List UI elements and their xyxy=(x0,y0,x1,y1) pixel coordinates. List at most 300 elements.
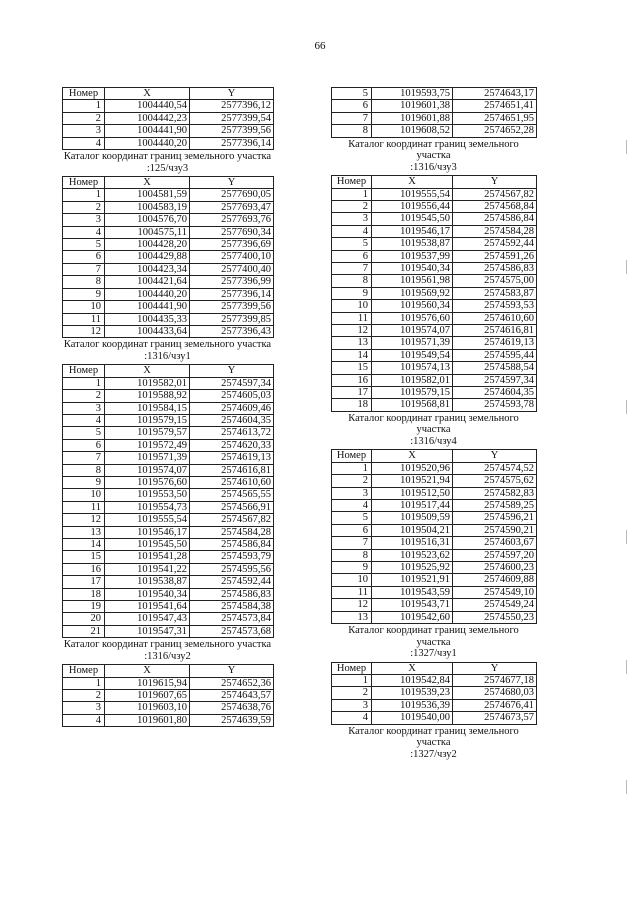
point-number: 18 xyxy=(63,588,105,600)
coord-y: 2577693,47 xyxy=(190,201,274,213)
table-row xyxy=(63,112,274,124)
coord-x: 1019582,01 xyxy=(105,377,190,389)
table-row xyxy=(63,613,274,625)
coordinates-table xyxy=(331,662,537,725)
table-row xyxy=(63,402,274,414)
point-number: 2 xyxy=(63,390,105,402)
table-row xyxy=(332,200,537,212)
header-x: X xyxy=(105,665,190,677)
table-row xyxy=(63,464,274,476)
table-row xyxy=(332,712,537,724)
point-number: 4 xyxy=(63,226,105,238)
table-row xyxy=(63,526,274,538)
point-number: 10 xyxy=(332,300,372,312)
table-row xyxy=(63,313,274,325)
point-number: 9 xyxy=(63,288,105,300)
table-header-row xyxy=(332,450,537,462)
table-header-row xyxy=(332,176,537,188)
coord-x: 1019546,17 xyxy=(105,526,190,538)
table-header-row xyxy=(63,88,274,100)
table-row xyxy=(332,337,537,349)
table-header-row xyxy=(63,177,274,189)
header-y: Y xyxy=(453,176,537,188)
point-number: 8 xyxy=(63,276,105,288)
caption-parcel-id: :1316/чзу3 xyxy=(410,161,457,173)
coord-y: 2574549,10 xyxy=(453,586,537,598)
table-row xyxy=(332,599,537,611)
coord-x: 1019540,34 xyxy=(372,262,453,274)
header-number: Номер xyxy=(63,88,105,100)
coord-x: 1019543,59 xyxy=(372,586,453,598)
coord-x: 1019601,80 xyxy=(105,714,190,726)
coord-y: 2574603,67 xyxy=(453,537,537,549)
point-number: 3 xyxy=(332,699,372,711)
table-row xyxy=(332,399,537,411)
table-row xyxy=(63,702,274,714)
table-row xyxy=(332,112,537,124)
point-number: 17 xyxy=(63,576,105,588)
point-number: 2 xyxy=(63,112,105,124)
coord-x: 1019576,60 xyxy=(105,476,190,488)
table-row xyxy=(332,462,537,474)
point-number: 4 xyxy=(332,499,372,511)
coord-y: 2574573,68 xyxy=(190,625,274,637)
table-row xyxy=(63,201,274,213)
header-x: X xyxy=(105,177,190,189)
coord-y: 2577400,40 xyxy=(190,263,274,275)
point-number: 12 xyxy=(332,599,372,611)
point-number: 3 xyxy=(63,702,105,714)
point-number: 15 xyxy=(332,362,372,374)
coord-y: 2574639,59 xyxy=(190,714,274,726)
coord-x: 1019607,65 xyxy=(105,690,190,702)
coord-y: 2574584,28 xyxy=(190,526,274,538)
point-number: 11 xyxy=(63,313,105,325)
point-number: 1 xyxy=(332,674,372,686)
coord-x: 1019509,59 xyxy=(372,512,453,524)
coord-y: 2577690,34 xyxy=(190,226,274,238)
coord-x: 1019516,31 xyxy=(372,537,453,549)
table-row xyxy=(332,275,537,287)
point-number: 1 xyxy=(332,462,372,474)
catalog-caption xyxy=(62,339,273,362)
point-number: 5 xyxy=(63,427,105,439)
header-number: Номер xyxy=(63,177,105,189)
coord-x: 1004421,64 xyxy=(105,276,190,288)
coord-x: 1019542,60 xyxy=(372,611,453,623)
coord-x: 1004433,64 xyxy=(105,325,190,337)
coord-y: 2574610,60 xyxy=(190,476,274,488)
table-row xyxy=(63,501,274,513)
header-x: X xyxy=(372,450,453,462)
coord-x: 1019571,39 xyxy=(372,337,453,349)
point-number: 1 xyxy=(332,188,372,200)
coord-x: 1019540,00 xyxy=(372,712,453,724)
coord-x: 1019549,54 xyxy=(372,349,453,361)
caption-parcel-id: :1316/чзу1 xyxy=(144,350,191,362)
header-number: Номер xyxy=(63,665,105,677)
caption-parcel-id: :1316/чзу2 xyxy=(144,650,191,662)
coord-y: 2574680,03 xyxy=(453,687,537,699)
header-x: X xyxy=(105,88,190,100)
table-row xyxy=(63,690,274,702)
table-row xyxy=(332,213,537,225)
coord-y: 2574583,87 xyxy=(453,287,537,299)
coord-x: 1019547,31 xyxy=(105,625,190,637)
header-x: X xyxy=(372,662,453,674)
coord-y: 2577396,43 xyxy=(190,325,274,337)
table-row xyxy=(332,250,537,262)
point-number: 2 xyxy=(332,475,372,487)
coord-y: 2574584,28 xyxy=(453,225,537,237)
coordinates-table xyxy=(331,87,537,138)
point-number: 9 xyxy=(332,562,372,574)
coord-x: 1004575,11 xyxy=(105,226,190,238)
coord-y: 2574604,35 xyxy=(190,414,274,426)
coord-x: 1019541,64 xyxy=(105,601,190,613)
coord-x: 1019538,87 xyxy=(372,238,453,250)
point-number: 8 xyxy=(332,549,372,561)
point-number: 17 xyxy=(332,387,372,399)
catalog-caption xyxy=(62,151,273,174)
caption-parcel-id: :1327/чзу2 xyxy=(410,748,457,760)
point-number: 1 xyxy=(63,377,105,389)
coord-x: 1019554,73 xyxy=(105,501,190,513)
coord-y: 2574616,81 xyxy=(453,325,537,337)
coord-x: 1019579,57 xyxy=(105,427,190,439)
table-row xyxy=(63,588,274,600)
coord-x: 1004581,59 xyxy=(105,189,190,201)
table-row xyxy=(332,374,537,386)
coord-y: 2574595,44 xyxy=(453,349,537,361)
point-number: 11 xyxy=(332,586,372,598)
table-row xyxy=(63,226,274,238)
coord-x: 1019579,15 xyxy=(105,414,190,426)
coord-x: 1019521,91 xyxy=(372,574,453,586)
coord-x: 1019537,99 xyxy=(372,250,453,262)
coord-y: 2577396,14 xyxy=(190,288,274,300)
coord-y: 2574652,28 xyxy=(453,125,537,137)
coord-x: 1019572,49 xyxy=(105,439,190,451)
coordinates-table xyxy=(331,175,537,412)
table-row xyxy=(63,514,274,526)
coord-x: 1019571,39 xyxy=(105,452,190,464)
coord-x: 1004441,90 xyxy=(105,125,190,137)
coord-y: 2574610,60 xyxy=(453,312,537,324)
coord-y: 2574619,13 xyxy=(190,452,274,464)
table-row xyxy=(63,390,274,402)
point-number: 15 xyxy=(63,551,105,563)
point-number: 8 xyxy=(332,125,372,137)
table-row xyxy=(332,499,537,511)
coord-y: 2574582,83 xyxy=(453,487,537,499)
table-row xyxy=(332,125,537,137)
coord-x: 1019574,13 xyxy=(372,362,453,374)
coord-y: 2574566,91 xyxy=(190,501,274,513)
point-number: 7 xyxy=(332,112,372,124)
coord-x: 1019539,23 xyxy=(372,687,453,699)
coord-y: 2574673,57 xyxy=(453,712,537,724)
point-number: 6 xyxy=(63,251,105,263)
coord-x: 1019540,34 xyxy=(105,588,190,600)
coord-y: 2574589,25 xyxy=(453,499,537,511)
coord-x: 1019603,10 xyxy=(105,702,190,714)
table-row xyxy=(332,586,537,598)
coord-x: 1019608,52 xyxy=(372,125,453,137)
table-row xyxy=(63,452,274,464)
header-y: Y xyxy=(453,450,537,462)
coord-x: 1019541,22 xyxy=(105,563,190,575)
table-row xyxy=(332,549,537,561)
table-row xyxy=(332,687,537,699)
coord-x: 1019555,54 xyxy=(372,188,453,200)
point-number: 12 xyxy=(63,514,105,526)
coord-x: 1004440,20 xyxy=(105,137,190,149)
coord-x: 1019520,96 xyxy=(372,462,453,474)
coord-y: 2574620,33 xyxy=(190,439,274,451)
coord-y: 2574597,34 xyxy=(190,377,274,389)
table-row xyxy=(332,475,537,487)
caption-title: Каталог координат границ земельного участка xyxy=(348,412,519,436)
coordinates-table xyxy=(331,449,537,624)
coord-x: 1019560,34 xyxy=(372,300,453,312)
table-row xyxy=(332,562,537,574)
table-row xyxy=(63,427,274,439)
coord-x: 1019556,44 xyxy=(372,200,453,212)
coord-x: 1019569,92 xyxy=(372,287,453,299)
coord-y: 2577396,14 xyxy=(190,137,274,149)
point-number: 7 xyxy=(63,263,105,275)
coord-y: 2577690,05 xyxy=(190,189,274,201)
catalog-caption xyxy=(331,625,536,660)
header-y: Y xyxy=(190,177,274,189)
coord-y: 2574609,88 xyxy=(453,574,537,586)
header-y: Y xyxy=(453,662,537,674)
point-number: 2 xyxy=(63,201,105,213)
coord-x: 1019547,43 xyxy=(105,613,190,625)
coord-x: 1019504,21 xyxy=(372,524,453,536)
caption-parcel-id: :1316/чзу4 xyxy=(410,435,457,447)
caption-parcel-id: :125/чзу3 xyxy=(146,162,189,174)
table-header-row xyxy=(332,662,537,674)
point-number: 10 xyxy=(63,489,105,501)
coord-y: 2574592,44 xyxy=(453,238,537,250)
table-row xyxy=(332,699,537,711)
margin-scan-marks xyxy=(626,100,632,800)
coordinates-table xyxy=(62,364,274,638)
coord-y: 2574574,52 xyxy=(453,462,537,474)
caption-title: Каталог координат границ земельного участка xyxy=(348,138,519,162)
table-row xyxy=(332,188,537,200)
coord-y: 2574567,82 xyxy=(453,188,537,200)
table-row xyxy=(63,563,274,575)
table-row xyxy=(332,674,537,686)
table-header-row xyxy=(63,365,274,377)
coord-y: 2577396,99 xyxy=(190,276,274,288)
header-number: Номер xyxy=(332,662,372,674)
table-row xyxy=(332,238,537,250)
coord-y: 2574609,46 xyxy=(190,402,274,414)
coord-x: 1019593,75 xyxy=(372,88,453,100)
coord-y: 2574676,41 xyxy=(453,699,537,711)
coord-y: 2574677,18 xyxy=(453,674,537,686)
coord-y: 2574652,36 xyxy=(190,677,274,689)
coordinates-table xyxy=(62,664,274,727)
coord-x: 1019543,71 xyxy=(372,599,453,611)
point-number: 14 xyxy=(63,539,105,551)
page-number: 66 xyxy=(314,40,326,52)
coord-x: 1019574,07 xyxy=(105,464,190,476)
coord-x: 1019584,15 xyxy=(105,402,190,414)
table-row xyxy=(63,100,274,112)
coord-y: 2574597,20 xyxy=(453,549,537,561)
coord-y: 2574586,84 xyxy=(453,213,537,225)
coord-y: 2577399,56 xyxy=(190,125,274,137)
table-row xyxy=(63,414,274,426)
coord-y: 2574597,34 xyxy=(453,374,537,386)
coord-y: 2574550,23 xyxy=(453,611,537,623)
table-row xyxy=(63,239,274,251)
coord-x: 1019542,84 xyxy=(372,674,453,686)
table-row xyxy=(332,300,537,312)
point-number: 10 xyxy=(63,301,105,313)
point-number: 2 xyxy=(63,690,105,702)
coord-y: 2574651,41 xyxy=(453,100,537,112)
caption-parcel-id: :1327/чзу1 xyxy=(410,648,457,660)
coord-x: 1004440,20 xyxy=(105,288,190,300)
coord-y: 2574651,95 xyxy=(453,112,537,124)
coord-x: 1019546,17 xyxy=(372,225,453,237)
coord-y: 2577400,10 xyxy=(190,251,274,263)
right-column xyxy=(331,87,536,762)
coord-y: 2574565,55 xyxy=(190,489,274,501)
coord-y: 2574573,84 xyxy=(190,613,274,625)
coord-x: 1019525,92 xyxy=(372,562,453,574)
table-row xyxy=(63,276,274,288)
point-number: 6 xyxy=(63,439,105,451)
coord-x: 1019561,98 xyxy=(372,275,453,287)
table-row xyxy=(63,439,274,451)
caption-title: Каталог координат границ земельного участка xyxy=(348,725,519,749)
coord-y: 2574613,72 xyxy=(190,427,274,439)
coord-y: 2574586,83 xyxy=(190,588,274,600)
point-number: 1 xyxy=(63,677,105,689)
coord-x: 1019521,94 xyxy=(372,475,453,487)
point-number: 16 xyxy=(332,374,372,386)
coordinates-table xyxy=(62,87,274,150)
point-number: 3 xyxy=(63,125,105,137)
point-number: 7 xyxy=(332,537,372,549)
coord-y: 2574549,24 xyxy=(453,599,537,611)
table-row xyxy=(332,312,537,324)
coord-x: 1019576,60 xyxy=(372,312,453,324)
coord-x: 1019541,28 xyxy=(105,551,190,563)
catalog-caption xyxy=(62,639,273,662)
point-number: 1 xyxy=(63,189,105,201)
coord-x: 1019615,94 xyxy=(105,677,190,689)
coord-y: 2574590,21 xyxy=(453,524,537,536)
point-number: 12 xyxy=(332,325,372,337)
point-number: 3 xyxy=(63,402,105,414)
coord-x: 1019512,50 xyxy=(372,487,453,499)
point-number: 1 xyxy=(63,100,105,112)
coord-y: 2574586,84 xyxy=(190,539,274,551)
table-row xyxy=(332,100,537,112)
coord-y: 2577399,85 xyxy=(190,313,274,325)
table-row xyxy=(63,125,274,137)
catalog-caption xyxy=(331,413,536,448)
coord-x: 1019574,07 xyxy=(372,325,453,337)
table-row xyxy=(63,137,274,149)
point-number: 16 xyxy=(63,563,105,575)
point-number: 2 xyxy=(332,200,372,212)
point-number: 6 xyxy=(332,250,372,262)
point-number: 5 xyxy=(63,239,105,251)
table-row xyxy=(332,287,537,299)
coord-y: 2574586,83 xyxy=(453,262,537,274)
coord-x: 1019582,01 xyxy=(372,374,453,386)
coord-y: 2577396,69 xyxy=(190,239,274,251)
point-number: 4 xyxy=(63,714,105,726)
coord-y: 2574616,81 xyxy=(190,464,274,476)
catalog-caption xyxy=(331,139,536,174)
caption-title: Каталог координат границ земельного участка xyxy=(63,339,272,351)
table-header-row xyxy=(63,665,274,677)
point-number: 14 xyxy=(332,349,372,361)
point-number: 4 xyxy=(63,414,105,426)
point-number: 8 xyxy=(332,275,372,287)
catalog-caption xyxy=(331,726,536,761)
table-row xyxy=(63,214,274,226)
coord-y: 2574593,79 xyxy=(190,551,274,563)
coord-y: 2574638,76 xyxy=(190,702,274,714)
point-number: 6 xyxy=(332,524,372,536)
table-row xyxy=(63,677,274,689)
coord-y: 2574567,82 xyxy=(190,514,274,526)
table-row xyxy=(63,625,274,637)
point-number: 21 xyxy=(63,625,105,637)
coord-x: 1019601,38 xyxy=(372,100,453,112)
coord-x: 1004576,70 xyxy=(105,214,190,226)
coord-x: 1019588,92 xyxy=(105,390,190,402)
coord-y: 2577396,12 xyxy=(190,100,274,112)
table-row xyxy=(332,524,537,536)
coord-y: 2574588,54 xyxy=(453,362,537,374)
coordinates-table xyxy=(62,176,274,338)
header-x: X xyxy=(105,365,190,377)
table-row xyxy=(332,574,537,586)
coord-x: 1019579,15 xyxy=(372,387,453,399)
point-number: 13 xyxy=(332,337,372,349)
point-number: 5 xyxy=(332,88,372,100)
point-number: 20 xyxy=(63,613,105,625)
coord-x: 1019545,50 xyxy=(372,213,453,225)
coord-y: 2574595,56 xyxy=(190,563,274,575)
table-row xyxy=(63,377,274,389)
table-row xyxy=(63,251,274,263)
table-row xyxy=(332,88,537,100)
table-row xyxy=(63,263,274,275)
table-row xyxy=(332,387,537,399)
point-number: 2 xyxy=(332,687,372,699)
point-number: 8 xyxy=(63,464,105,476)
table-row xyxy=(63,325,274,337)
point-number: 5 xyxy=(332,238,372,250)
table-row xyxy=(63,288,274,300)
coord-y: 2574584,38 xyxy=(190,601,274,613)
coord-y: 2574593,78 xyxy=(453,399,537,411)
point-number: 13 xyxy=(63,526,105,538)
